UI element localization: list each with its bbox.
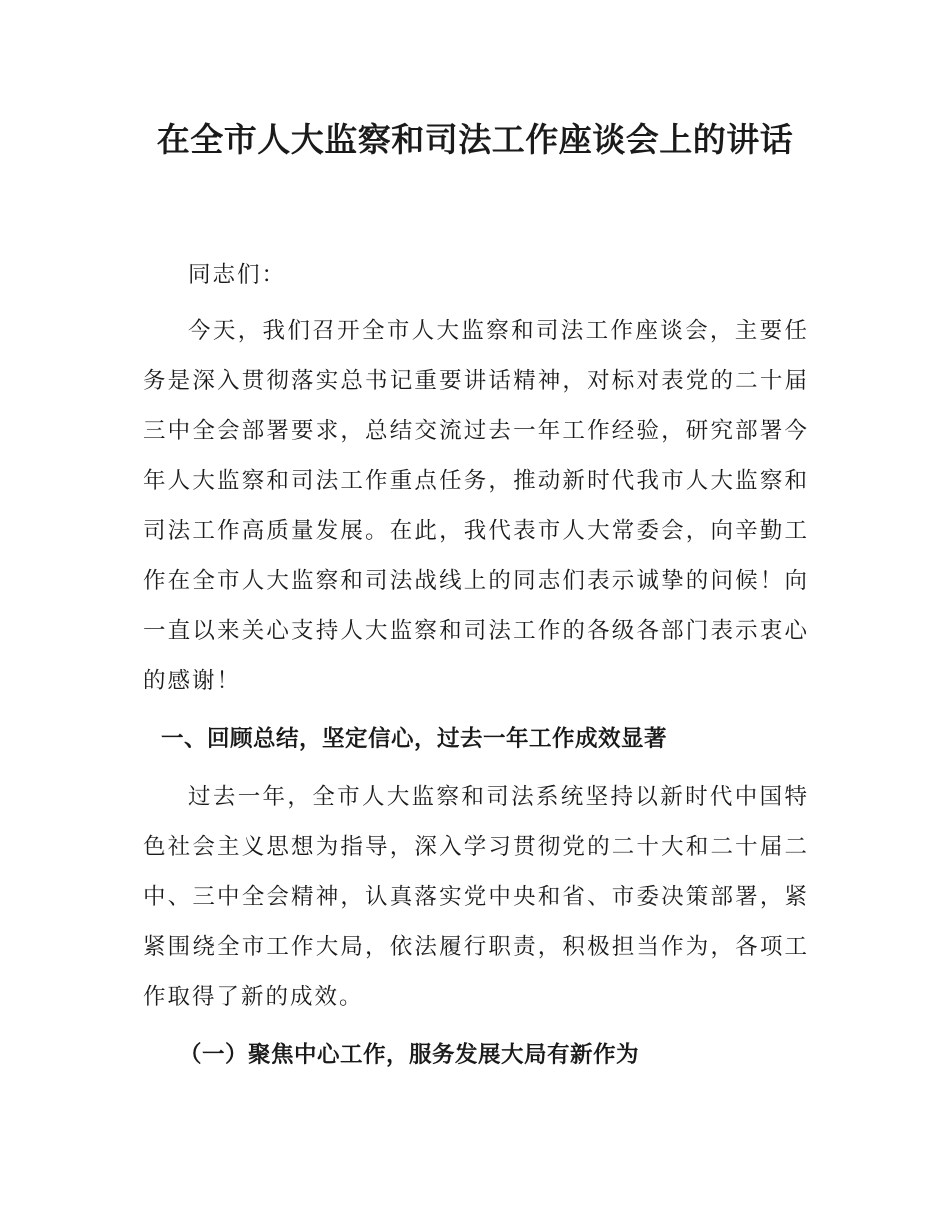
salutation: 同志们： [188,262,287,288]
paragraph-intro: 今天，我们召开全市人大监察和司法工作座谈会，主要任务是深入贯彻落实总书记重要讲话精神，对标对表党的二十届三中全会部署要求，总结交流过去一年工作经验，研究部署今年人大监察和司法工作重点任务，推动新时代我市人大监察和司法工作高质量发展。在此，我代表市人大常委会，向辛勤工作在全市人大监察和司法战线上的同志们表示诚挚的问候！向一直以来关心支持人大监察和司法工作的各级各部门表示衷心的感谢！ [143,318,809,694]
subsection-heading-1: （一）聚焦中心工作，服务发展大局有新作为 [179,1042,640,1068]
section-heading-1: 一、回顾总结，坚定信心，过去一年工作成效显著 [161,726,668,752]
document-title: 在全市人大监察和司法工作座谈会上的讲话 [156,120,794,159]
document-body [143,250,809,1080]
paragraph-review: 过去一年，全市人大监察和司法系统坚持以新时代中国特色社会主义思想为指导，深入学习贯彻党的二十大和二十届二中、三中全会精神，认真落实党中央和省、市委决策部署，紧紧围绕全市工作大局，依法履行职责，积极担当作为，各项工作取得了新的成效。 [143,784,809,1010]
